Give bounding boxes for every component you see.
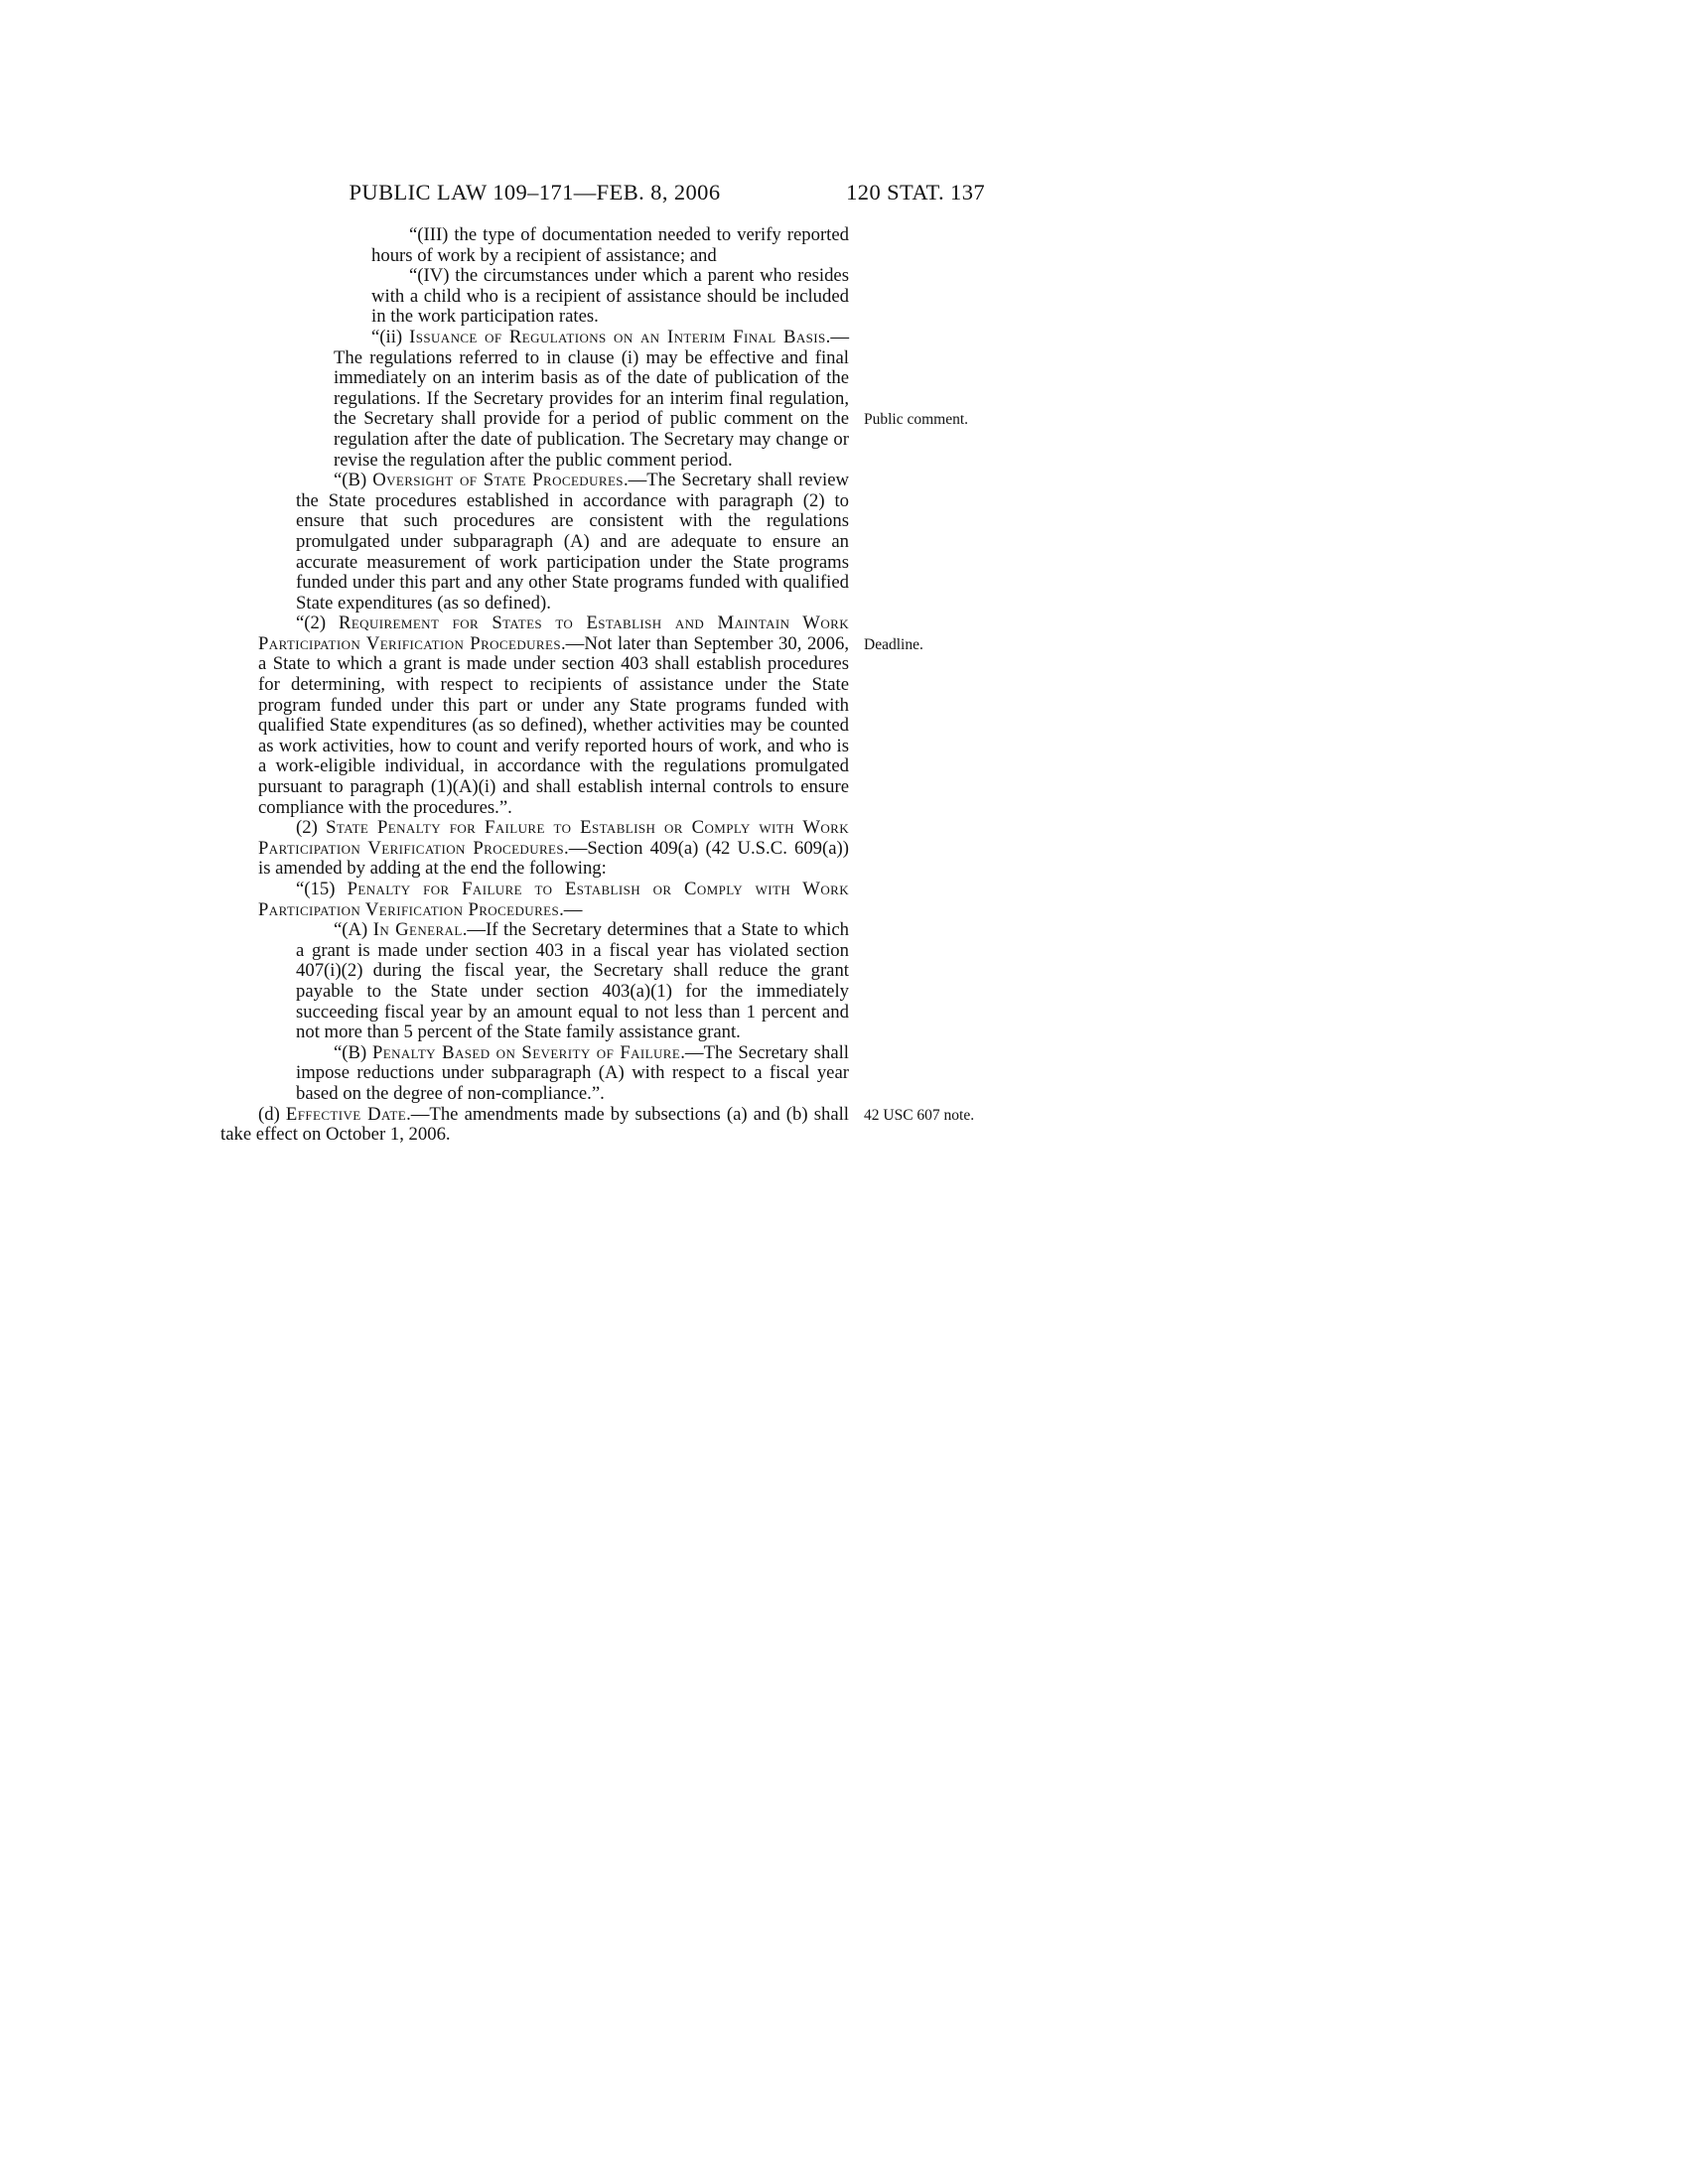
paragraph <box>258 614 849 818</box>
paragraph-text: “(B) <box>334 1041 372 1063</box>
margin-note: Public comment. <box>864 411 969 428</box>
paragraph <box>258 880 849 920</box>
paragraph <box>220 1105 849 1146</box>
small-caps-heading: Effective Date <box>285 1103 407 1125</box>
law-title: PUBLIC LAW 109–171—FEB. 8, 2006 <box>349 180 721 205</box>
paragraph <box>296 471 849 614</box>
paragraph-text: .—Not later than September 30, 2006, a State to which a grant is made under section 403 shall establish procedures for determining, with respect to recipients of assistance under the State program funded under this part or under any State programs funded with qualified State expenditures (as so defined), whether activities may be counted as work activities, how to count and verify reported hours of work, and who is a work-eligible individual, in accordance with the regulations promulgated pursuant to paragraph (1)(A)(i) and shall establish internal controls to ensure compliance with the procedures.”. <box>258 632 849 818</box>
paragraph-text: (d) <box>258 1103 286 1125</box>
page-header <box>220 180 985 209</box>
paragraph-text: “(III) the type of documentation needed to verify reported hours of work by a recipient of assistance; and <box>371 224 849 266</box>
small-caps-heading: In General <box>372 919 463 941</box>
paragraph-text: .—The amendments made by subsections (a) and (b) shall take effect on October 1, 2006. <box>220 1103 850 1146</box>
small-caps-heading: State Penalty for Failure to Establish or Comply with Work Participation Verification Procedures <box>258 817 850 859</box>
paragraph-text: “(IV) the circumstances under which a parent who resides with a child who is a recipient of assistance should be included in the work participation rates. <box>371 265 849 328</box>
paragraph-text: “(2) <box>296 613 339 634</box>
paragraph-text: .— <box>559 898 583 920</box>
paragraph-text: .—The Secretary shall review the State procedures established in accordance with paragraph (2) to ensure that such procedures are consistent with the regulations promulgated under subparagraph (A) and are adequate to ensure an accurate measurement of work participation under the State programs funded under this part and any other State programs funded with qualified State expenditures (as so defined). <box>296 470 849 614</box>
paragraph <box>296 1043 849 1105</box>
paragraph <box>371 225 849 266</box>
paragraph-text: (2) <box>296 817 327 839</box>
small-caps-heading: Issuance of Regulations on an Interim Final Basis <box>409 326 826 347</box>
small-caps-heading: Requirement for States to Establish and Maintain Work Participation Verification Procedures <box>258 613 849 654</box>
paragraph-text: “(ii) <box>371 326 410 347</box>
paragraph-text: “(B) <box>334 470 373 491</box>
small-caps-heading: Penalty for Failure to Establish or Comply with Work Participation Verification Procedures <box>258 879 849 920</box>
paragraph-text: “(A) <box>334 919 373 941</box>
small-caps-heading: Penalty Based on Severity of Failure <box>371 1041 681 1063</box>
margin-note: 42 USC 607 note. <box>864 1107 975 1124</box>
paragraph-text: .—Section 409(a) (42 U.S.C. 609(a)) is amended by adding at the end the following: <box>258 837 849 880</box>
paragraph-text: .—The Secretary shall impose reductions under subparagraph (A) with respect to a fiscal year based on the degree of non-compliance.”. <box>296 1041 849 1104</box>
paragraph <box>258 818 849 880</box>
paragraph <box>371 266 849 328</box>
paragraph <box>296 920 849 1043</box>
paragraph-text: .—If the Secretary determines that a State to which a grant is made under section 403 in a fiscal year has violated section 407(i)(2) during the fiscal year, the Secretary shall reduce the grant payable to the State under section 403(a)(1) for the immediately succeeding fiscal year by an amount equal to not less than 1 percent and not more than 5 percent of the State family assistance grant. <box>296 919 850 1043</box>
paragraph <box>334 328 849 471</box>
small-caps-heading: Oversight of State Procedures <box>372 470 624 491</box>
margin-note: Deadline. <box>864 636 923 653</box>
paragraph-text: “(15) <box>296 879 348 899</box>
paragraph-text: .—The regulations referred to in clause (i) may be effective and final immediately on an interim basis as of the date of publication of the regulations. If the Secretary provides for an interim final regulation, the Secretary shall provide for a period of public comment on the regulation after the date of publication. The Secretary may change or revise the regulation after the public comment period. <box>334 326 850 471</box>
stat-page-number: 120 STAT. 137 <box>846 180 985 205</box>
body-column <box>220 224 975 1146</box>
